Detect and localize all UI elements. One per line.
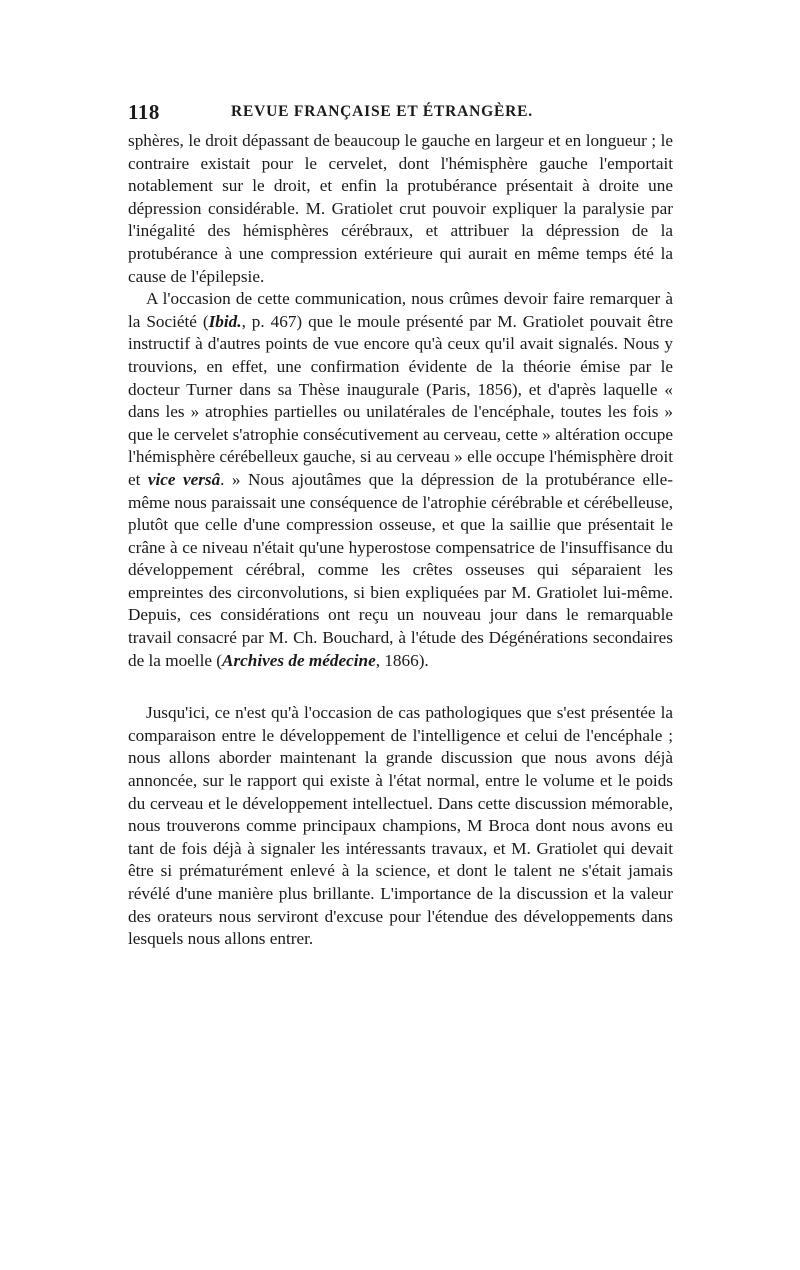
paragraph-gratiolet-mould	[128, 288, 673, 672]
paragraph-discussion: Jusqu'ici, ce n'est qu'à l'occasion de cas pathologiques que s'est présentée la comparaison entre le développement de l'intelligence et celui de l'encéphale ; nous allons aborder maintenant la grande discussion que nous avons déjà annoncée, sur le rapport qui existe à l'état normal, entre le volume et le poids du cerveau et le développement intellectuel. Dans cette discussion mémorable, nous trouverons comme principaux champions, M Broca dont nous avons eu tant de fois déjà à signaler les intéressants travaux, et M. Gratiolet qui devait être si prématurément enlevé à la science, et dont le talent ne s'était jamais révélé d'une manière plus brillante. L'importance de la discussion et la valeur des orateurs nous serviront d'excuse pour l'étendue des développements dans lesquels nous allons entrer.	[128, 703, 673, 949]
paragraph-text: , 1866).	[375, 650, 429, 670]
body-text	[128, 130, 673, 951]
latin-phrase: vice versâ	[147, 469, 221, 489]
paragraph-continuation: sphères, le droit dépassant de beaucoup le gauche en largeur et en longueur ; le contraire existait pour le cervelet, dont l'hémisphère gauche l'emportait notablement sur le droit, et enfin la protubérance présentait à droite une dépression considérable. M. Gratiolet crut pouvoir expliquer la paralysie par l'inégalité des hémisphères cérébraux, et attribuer la dépression de la protubérance à une compression extérieure qui aurait en même temps été la cause de l'épilepsie.	[128, 131, 673, 286]
journal-title: REVUE FRANÇAISE ET ÉTRANGÈRE.	[231, 103, 533, 120]
page-number: 118	[128, 100, 160, 124]
paragraph-text: . » Nous ajoutâmes que la dépression de la protubérance elle-même nous paraissait une conséquence de l'atrophie cérébrable et cérébelleuse, plutôt que celle d'une compression osseuse, et que la saillie que présentait le crâne à ce niveau n'était qu'une hyperostose compensatrice de l'insuffisance du développement cérébral, comme les crêtes osseuses qui séparaient les empreintes des circonvolutions, si bien expliquées par M. Gratiolet lui-même. Depuis, ces considérations ont reçu un nouveau jour dans le remarquable travail consacré par M. Ch. Bouchard, à l'étude des Dégénérations secondaires de la moelle (	[128, 469, 673, 670]
citation-archives: Archives de médecine	[222, 650, 376, 670]
paragraph-text: , p. 467) que le moule présenté par M. Gratiolet pouvait être instructif à d'autres points de vue encore qu'à ceux qu'il avait signalés. Nous y trouvions, en effet, une confirmation évidente de la théorie émise par le docteur Turner dans sa Thèse inaugurale (Paris, 1856), et d'après laquelle « dans les » atrophies partielles ou unilatérales de l'encéphale, toutes les fois » que le cervelet s'atrophie consécutivement au cerveau, cette » altération occupe l'hémisphère cérébelleux gauche, si au cerveau » elle occupe l'hémisphère droit et	[128, 311, 673, 489]
citation-ibid: Ibid.	[208, 311, 242, 331]
paragraph-text: A l'occasion de cette communication, nous crûmes devoir faire remarquer à la Société (	[128, 289, 673, 331]
running-head	[128, 100, 673, 126]
